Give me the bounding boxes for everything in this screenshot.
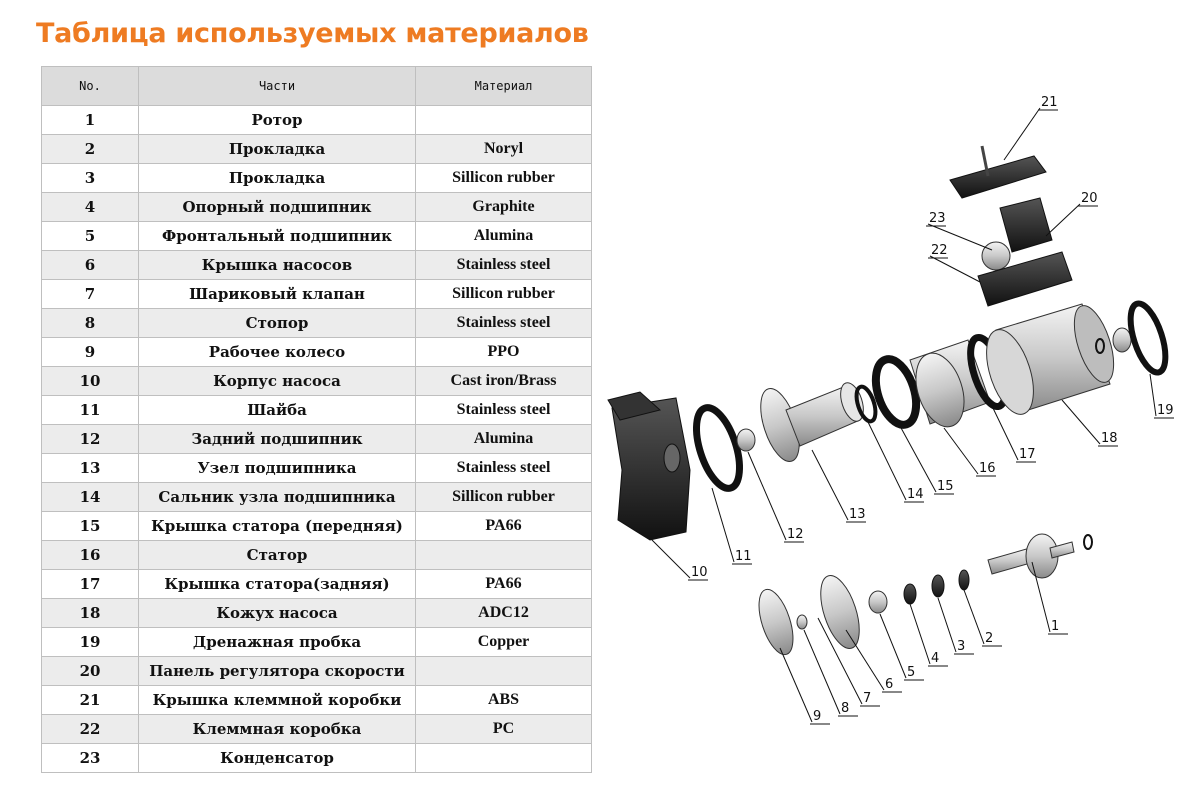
- part-terminal-box-cover-21: [950, 146, 1046, 198]
- callout-number-23: 23: [929, 211, 946, 226]
- callout-number-19: 19: [1157, 403, 1174, 418]
- callout-number-18: 18: [1101, 431, 1118, 446]
- cell-part: Корпус насоса: [139, 367, 416, 396]
- part-rear-bearing-12: [737, 429, 755, 451]
- cell-no: 23: [42, 744, 139, 773]
- part-front-bearing-5: [869, 591, 887, 613]
- callout-line-17: [992, 406, 1018, 460]
- cell-no: 17: [42, 570, 139, 599]
- table-row: [42, 425, 592, 454]
- cell-part: Шайба: [139, 396, 416, 425]
- cell-material: Stainless steel: [416, 309, 592, 338]
- callout-number-13: 13: [849, 507, 866, 522]
- part-speed-control-panel-20: [1000, 198, 1052, 252]
- table-row: [42, 599, 592, 628]
- cell-material: Graphite: [416, 193, 592, 222]
- part-capacitor-23: [982, 242, 1010, 270]
- table-row: [42, 744, 592, 773]
- table-row: [42, 570, 592, 599]
- header-no: No.: [42, 67, 139, 106]
- callout-number-9: 9: [813, 709, 822, 724]
- callout-line-11: [712, 488, 734, 562]
- table-row: [42, 628, 592, 657]
- cell-material: PC: [416, 715, 592, 744]
- table-row: [42, 251, 592, 280]
- cell-no: 8: [42, 309, 139, 338]
- cell-material: Sillicon rubber: [416, 164, 592, 193]
- cell-part: Шариковый клапан: [139, 280, 416, 309]
- cell-no: 6: [42, 251, 139, 280]
- cell-no: 20: [42, 657, 139, 686]
- table-row: [42, 106, 592, 135]
- cell-no: 22: [42, 715, 139, 744]
- cell-material: ADC12: [416, 599, 592, 628]
- callout-number-12: 12: [787, 527, 804, 542]
- cell-part: Сальник узла подшипника: [139, 483, 416, 512]
- callout-line-16: [944, 428, 978, 474]
- cell-material: PA66: [416, 570, 592, 599]
- callout-number-21: 21: [1041, 95, 1058, 110]
- callout-line-12: [748, 452, 786, 540]
- cell-no: 1: [42, 106, 139, 135]
- cell-part: Узел подшипника: [139, 454, 416, 483]
- exploded-pump-diagram: [600, 80, 1190, 740]
- pump-exploded-view: [600, 80, 1190, 740]
- callout-number-22: 22: [931, 243, 948, 258]
- callout-number-15: 15: [937, 479, 954, 494]
- cell-no: 13: [42, 454, 139, 483]
- cell-material: Alumina: [416, 425, 592, 454]
- cell-no: 2: [42, 135, 139, 164]
- cell-material: [416, 541, 592, 570]
- cell-part: Фронтальный подшипник: [139, 222, 416, 251]
- materials-table: [41, 66, 592, 773]
- cell-part: Дренажная пробка: [139, 628, 416, 657]
- cell-no: 9: [42, 338, 139, 367]
- table-row: [42, 657, 592, 686]
- callout-number-1: 1: [1051, 619, 1060, 634]
- part-thrust-bearing-4: [904, 584, 916, 604]
- cell-no: 16: [42, 541, 139, 570]
- cell-no: 12: [42, 425, 139, 454]
- table-row: [42, 541, 592, 570]
- cell-material: [416, 106, 592, 135]
- cell-material: Copper: [416, 628, 592, 657]
- cell-part: Клеммная коробка: [139, 715, 416, 744]
- callout-line-6: [846, 630, 884, 690]
- cell-material: Stainless steel: [416, 251, 592, 280]
- callout-number-3: 3: [957, 639, 966, 654]
- callout-number-17: 17: [1019, 447, 1036, 462]
- cell-no: 18: [42, 599, 139, 628]
- callout-line-20: [1046, 204, 1080, 236]
- cell-no: 19: [42, 628, 139, 657]
- callout-number-11: 11: [735, 549, 752, 564]
- table-row: [42, 280, 592, 309]
- callout-number-10: 10: [691, 565, 708, 580]
- cell-material: [416, 657, 592, 686]
- callout-line-22: [930, 256, 980, 282]
- callout-number-14: 14: [907, 487, 924, 502]
- table-row: [42, 454, 592, 483]
- callout-number-20: 20: [1081, 191, 1098, 206]
- cell-material: Sillicon rubber: [416, 280, 592, 309]
- callout-number-16: 16: [979, 461, 996, 476]
- cell-part: Опорный подшипник: [139, 193, 416, 222]
- cell-no: 10: [42, 367, 139, 396]
- part-impeller-9: [752, 585, 800, 658]
- callout-line-3: [938, 598, 956, 652]
- table-row: [42, 483, 592, 512]
- cell-part: Прокладка: [139, 135, 416, 164]
- cell-part: Ротор: [139, 106, 416, 135]
- callout-line-18: [1062, 400, 1100, 444]
- callout-line-8: [804, 630, 840, 714]
- cell-material: ABS: [416, 686, 592, 715]
- callout-number-5: 5: [907, 665, 916, 680]
- cell-part: Стопор: [139, 309, 416, 338]
- callout-line-10: [652, 540, 690, 578]
- cell-part: Конденсатор: [139, 744, 416, 773]
- callout-line-5: [880, 614, 906, 678]
- part-bearing-assembly-13: [753, 380, 868, 466]
- callout-line-21: [1004, 108, 1040, 160]
- table-row: [42, 222, 592, 251]
- table-row: [42, 367, 592, 396]
- callout-line-14: [868, 422, 906, 500]
- part-rotor-1: [988, 534, 1092, 578]
- cell-part: Крышка насосов: [139, 251, 416, 280]
- part-pump-cover-6: [813, 571, 867, 653]
- cell-no: 21: [42, 686, 139, 715]
- callout-line-9: [780, 648, 812, 722]
- callout-number-8: 8: [841, 701, 850, 716]
- table-row: [42, 715, 592, 744]
- page-title: Таблица используемых материалов: [36, 18, 589, 49]
- cell-part: Крышка статора(задняя): [139, 570, 416, 599]
- cell-no: 3: [42, 164, 139, 193]
- header-material: Материал: [416, 67, 592, 106]
- cell-no: 4: [42, 193, 139, 222]
- table-row: [42, 686, 592, 715]
- part-gasket-3: [932, 575, 944, 597]
- cell-part: Панель регулятора скорости: [139, 657, 416, 686]
- cell-material: Stainless steel: [416, 454, 592, 483]
- part-motor-housing-18: [977, 301, 1121, 420]
- callout-line-2: [964, 590, 984, 644]
- cell-no: 11: [42, 396, 139, 425]
- cell-part: Крышка клеммной коробки: [139, 686, 416, 715]
- table-row: [42, 164, 592, 193]
- callout-line-13: [812, 450, 848, 520]
- cell-material: [416, 744, 592, 773]
- callout-number-2: 2: [985, 631, 994, 646]
- callout-line-15: [900, 426, 936, 492]
- cell-part: Прокладка: [139, 164, 416, 193]
- table-row: [42, 309, 592, 338]
- header-part: Части: [139, 67, 416, 106]
- cell-no: 7: [42, 280, 139, 309]
- table-header-row: [42, 67, 592, 106]
- part-stopper-8: [797, 615, 807, 629]
- cell-part: Крышка статора (передняя): [139, 512, 416, 541]
- part-washer-11: [688, 402, 748, 493]
- callout-number-7: 7: [863, 691, 872, 706]
- cell-material: Noryl: [416, 135, 592, 164]
- cell-part: Рабочее колесо: [139, 338, 416, 367]
- part-gasket-2: [959, 570, 969, 590]
- cell-no: 5: [42, 222, 139, 251]
- table-row: [42, 135, 592, 164]
- table-row: [42, 512, 592, 541]
- cell-material: PA66: [416, 512, 592, 541]
- callout-number-4: 4: [931, 651, 940, 666]
- callout-line-4: [910, 604, 930, 664]
- callout-number-6: 6: [885, 677, 894, 692]
- cell-part: Кожух насоса: [139, 599, 416, 628]
- cell-part: Задний подшипник: [139, 425, 416, 454]
- cell-part: Статор: [139, 541, 416, 570]
- cell-material: Sillicon rubber: [416, 483, 592, 512]
- table-row: [42, 193, 592, 222]
- callout-line-19: [1150, 374, 1156, 416]
- table-row: [42, 338, 592, 367]
- cell-material: PPO: [416, 338, 592, 367]
- part-pump-housing: [608, 392, 690, 540]
- table-row: [42, 396, 592, 425]
- cell-no: 15: [42, 512, 139, 541]
- cell-material: Cast iron/Brass: [416, 367, 592, 396]
- cell-material: Alumina: [416, 222, 592, 251]
- cell-material: Stainless steel: [416, 396, 592, 425]
- cell-no: 14: [42, 483, 139, 512]
